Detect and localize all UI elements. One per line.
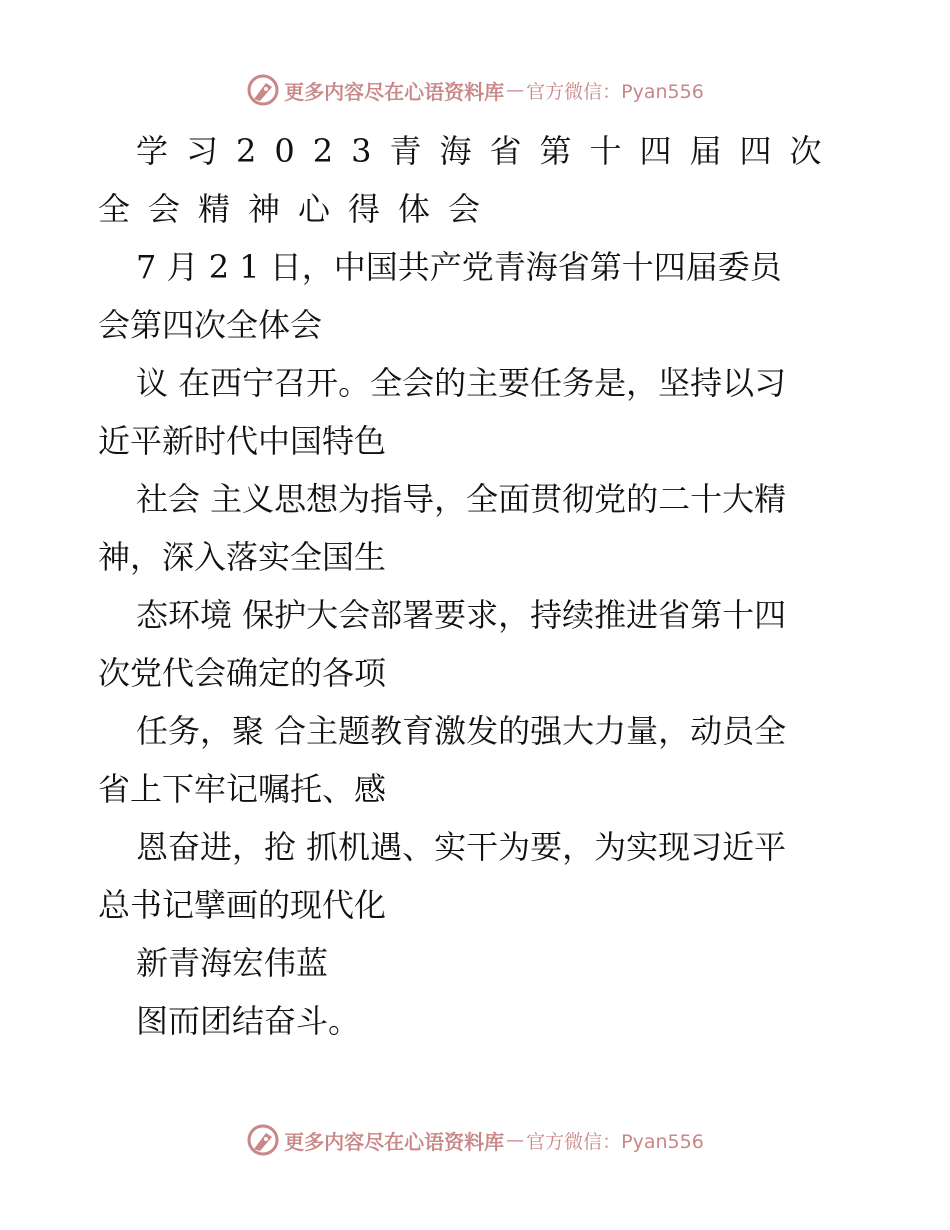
document-text-line: 7 月 2 1 日，中国共产党青海省第十四届委员 xyxy=(136,248,782,286)
document-title-line-1: 学习2023青海省第十四届四次 xyxy=(136,132,840,170)
footer-watermark xyxy=(0,1120,950,1160)
document-text-line: 次党代会确定的各项 xyxy=(98,654,387,692)
document-text-line: 神，深入落实全国生 xyxy=(98,538,387,576)
document-text-line: 恩奋进，抢 抓机遇、实干为要，为实现习近平 xyxy=(136,828,787,866)
document-title-line-2: 全会精神心得体会 xyxy=(98,190,499,228)
watermark-dash: — xyxy=(506,79,525,101)
document-body xyxy=(98,122,840,1050)
pen-nib-logo-icon xyxy=(246,1123,280,1157)
document-text-line: 会第四次全体会 xyxy=(98,306,323,344)
watermark-wechat-text: 官方微信：Pyan556 xyxy=(526,1130,704,1153)
document-text-line: 总书记擘画的现代化 xyxy=(98,886,387,924)
document-text-line: 态环境 保护大会部署要求，持续推进省第十四 xyxy=(136,596,787,634)
header-watermark xyxy=(0,70,950,110)
document-text-line: 图而团结奋斗。 xyxy=(136,1002,361,1040)
document-paragraph xyxy=(98,238,833,1050)
watermark-brand-text: 更多内容尽在心语资料库 xyxy=(284,1129,505,1154)
watermark-brand-text: 更多内容尽在心语资料库 xyxy=(284,79,505,104)
document-text-line: 议 在西宁召开。全会的主要任务是，坚持以习 xyxy=(136,364,787,402)
watermark-dash: — xyxy=(506,1129,525,1151)
document-text-line: 近平新时代中国特色 xyxy=(98,422,387,460)
document-text-line: 社会 主义思想为指导，全面贯彻党的二十大精 xyxy=(136,480,787,518)
document-text-line: 省上下牢记嘱托、感 xyxy=(98,770,387,808)
watermark-wechat-text: 官方微信：Pyan556 xyxy=(526,80,704,103)
document-text-line: 任务，聚 合主题教育激发的强大力量，动员全 xyxy=(136,712,787,750)
pen-nib-logo-icon xyxy=(246,73,280,107)
document-text-line: 新青海宏伟蓝 xyxy=(136,944,329,982)
